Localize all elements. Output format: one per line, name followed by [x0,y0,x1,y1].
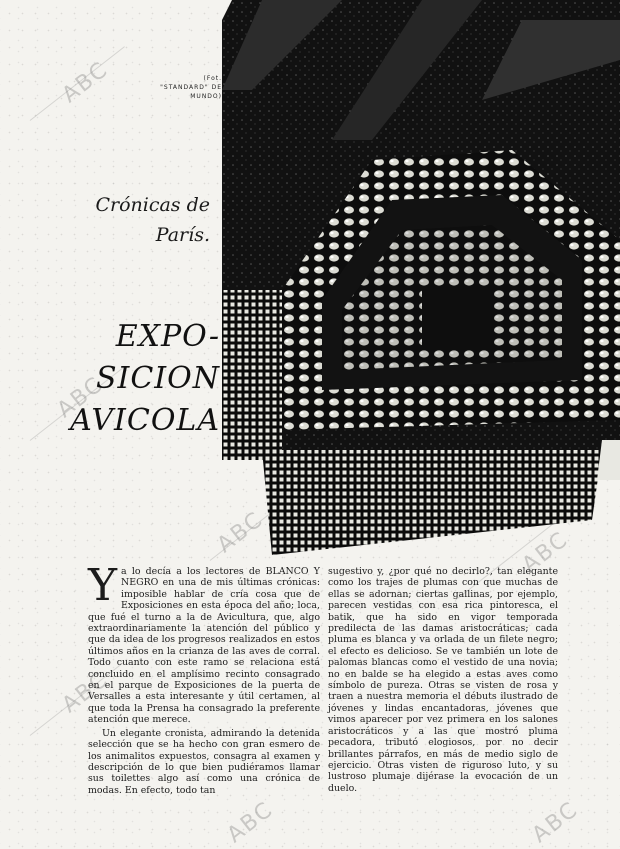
paragraph-text: a lo decía a los lectores de BLANCO Y NEGRO en una de mis últimas crónicas: imposible hablar de cría cosa que de Exposiciones en esta época del año; loca, que fué el turno a la de Avicultura, que, algo extraordinariamente la atención del público y que da idea de los progresos realizados en estos últimos años en la crianza de las aves de corral. Todo cuanto con este ramo se relaciona está concluido en el amplísimo recinto consagrado en el parque de Exposiciones de la puerta de Versalles a esta interesante y útil certamen, al que toda la Prensa ha consagrado la preferente atención que merece. [88,566,320,726]
paragraph: Un elegante cronista, admirando la detenida selección que se ha hecho con gran esmero de los animalitos expuestos, consagra al examen y descripción de lo que bien pudiéramos llamar sus toilettes algo así como una crónica de modas. En efecto, todo tan [88,727,320,796]
section-subtitle [60,190,210,250]
title-line: AVICOLA [70,403,220,438]
title-line: EXPO- [115,319,220,354]
watermark-text: ABC [222,796,279,849]
drop-cap: Y [88,560,118,611]
watermark-text: ABC [57,666,114,719]
watermark-text: ABC [57,56,114,109]
photo-credit: (Fot. "STANDARD" DE MUNDO) [160,75,222,100]
watermark-text: ABC [52,371,109,424]
subtitle-line: Crónicas de [95,194,210,216]
article-column-2 [328,566,558,794]
watermark-text: ABC [517,526,574,579]
article-title [60,316,220,442]
subtitle-line: París. [155,224,210,246]
paragraph: sugestivo y, ¿por qué no decirlo?, tan elegante como los trajes de plumas con que muchas de ellas se adornan; ciertas gallinas, por ejemplo, parecen vestidas con esa rica pintoresca, el batik, que ha sido en vigor temporada predilecta de las damas aristocráticas; cada pluma es blanca y va orlada de un filete negro; el efecto es delicioso. Se ve también un lote de palomas blancas como el vestido de una novia; no en balde se ha elegido a estas aves como símbolo de pureza. Otras se visten de rosa y traen a nuestra memoria el débuts ilustrado de jóvenes y lindas encantadoras, jóvenes que vimos aparecer por vez primera en los salones aristocráticos y a las que mostró pluma pecadora, tributó elogiosos, por no decir brillantes párrafos, en más de medio siglo de ejercicio. Otras visten de riguroso luto, y su lustroso plumaje dijérase la evocación de un duelo. [328,566,558,794]
article-column-1 [88,560,320,796]
watermark-text: ABC [527,796,584,849]
paragraph [88,560,320,726]
watermark-text: ABC [212,506,269,559]
pigeon-cage-photo [222,0,620,560]
title-line: SICION [95,361,220,396]
